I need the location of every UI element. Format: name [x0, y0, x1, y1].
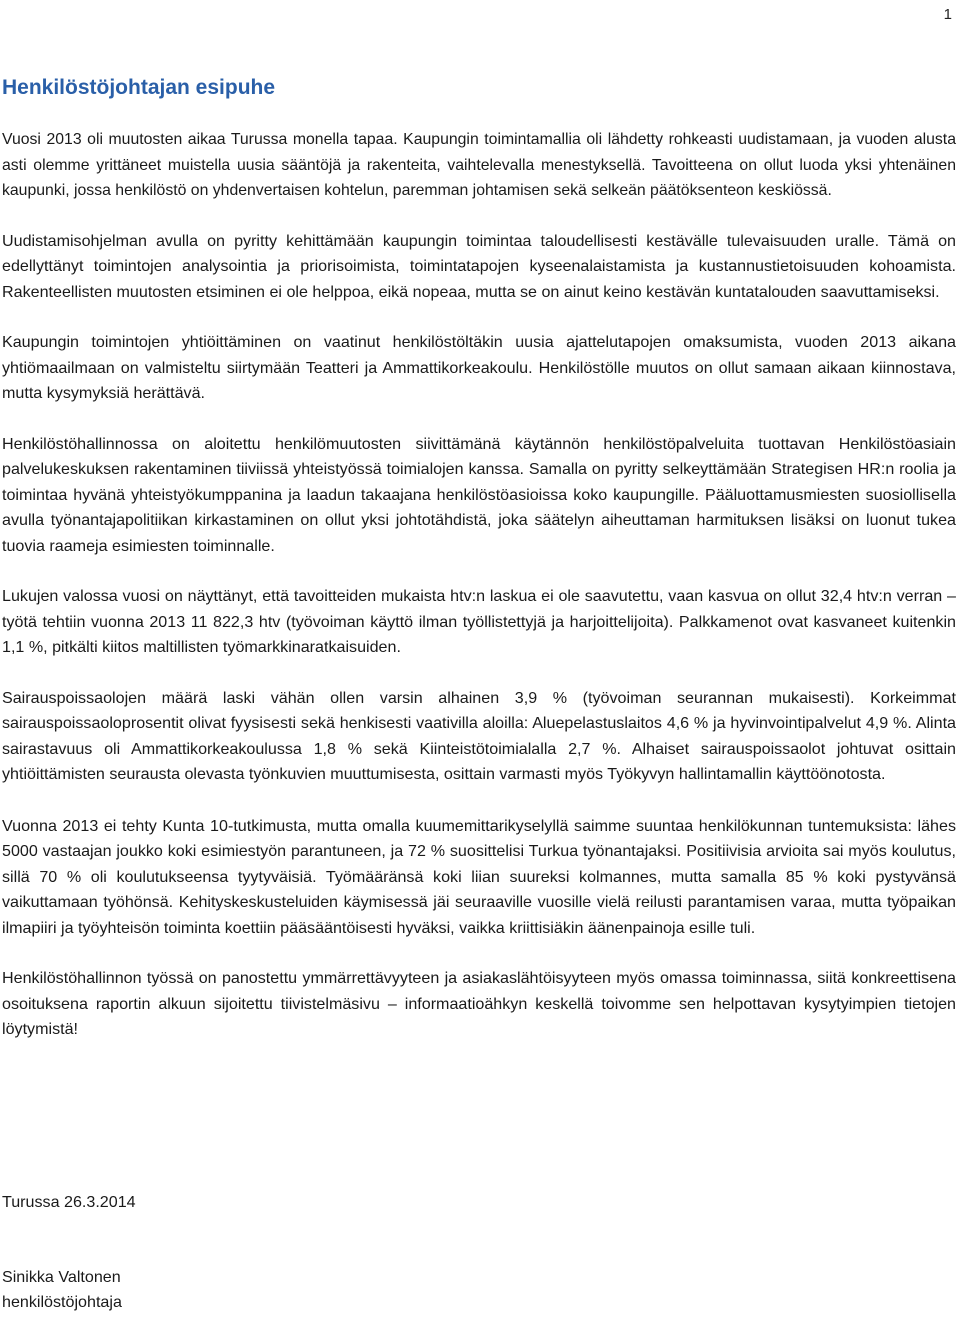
document-title: Henkilöstöjohtajan esipuhe [2, 76, 276, 99]
document-body [2, 127, 956, 1068]
paragraph-1: Vuosi 2013 oli muutosten aikaa Turussa monella tapaa. Kaupungin toimintamallia oli lähdetty rohkeasti uudistamaan, ja vuoden alusta asti olemme yrittäneet muistella uusia sääntöjä ja rakenteita, vaihtelevalla menestyksellä. Tavoitteena on ollut luoda yksi yhtenäinen kaupunki, jossa henkilöstö on yhdenvertaisen kohtelun, paremman johtamisen sekä selkeän päätöksenteon keskiössä. [2, 131, 956, 199]
place-date: Turussa 26.3.2014 [2, 1193, 136, 1211]
signer-name: Sinikka Valtonen [2, 1268, 121, 1286]
signer-title: henkilöstöjohtaja [2, 1293, 122, 1311]
page-number: 1 [943, 6, 952, 23]
paragraph-5: Lukujen valossa vuosi on näyttänyt, että tavoitteiden mukaista htv:n laskua ei ole saavutettu, vaan kasvua on ollut 32,4 htv:n verran – työtä tehtiin vuonna 2013 11 822,3 htv (työvoiman käyttö ilman työllistettyjä ja harjoittelijoita). Palkkamenot ovat kasvaneet kuitenkin 1,1 %, pitkälti kiitos maltillisten työmarkkinaratkaisuiden. [2, 587, 956, 656]
paragraph-8: Henkilöstöhallinnon työssä on panostettu ymmärrettävyyteen ja asiakaslähtöisyyteen myös omassa toiminnassa, siitä konkreettisena osoituksena raportin alkuun sijoitettu tiivistelmäsivu – informaatioähkyn keskellä toivomme sen helpottavan kysytyimpien tietojen löytymistä! [2, 969, 956, 1038]
paragraph-2: Uudistamisohjelman avulla on pyritty kehittämään kaupungin toimintaa taloudellisesti kestävälle tulevaisuuden uralle. Tämä on edellyttänyt toimintojen analysointia ja priorisoimista, toimintatapojen kyseenalaistamista ja kustannustietoisuuden kohoamista. Rakenteellisten muutosten etsiminen ei ole helppoa, eikä nopeaa, mutta se on ainut keino kestävän kuntatalouden saavuttamiseksi. [2, 231, 956, 301]
paragraph-4: Henkilöstöhallinnossa on aloitettu henkilömuutosten siivittämänä käytännön henkilöstöpalveluita tuottavan Henkilöstöasiain palvelukeskuksen rakentaminen tiiviissä yhteistyössä toimialojen kanssa. Samalla on pyritty selkeyttämään Strategisen HR:n roolia ja toimintaa hyvänä yhteistyökumppanina ja laadun takaajana henkilöstöasioissa koko kaupungille. Pääluottamusmiesten suosiollisella avulla työnantajapolitiikan kirkastaminen on ollut yksi johtotähdistä, joka säätelyn aiheuttaman harmituksen lisäksi on luonut tukea tuovia raameja esimiesten toiminnalle. [2, 434, 956, 555]
paragraph-6: Sairauspoissaolojen määrä laski vähän ollen varsin alhainen 3,9 % (työvoiman seurannan mukaisesti). Korkeimmat sairauspoissaoloprosentit olivat fyysisesti sekä henkisesti vaativilla aloilla: Aluepelastuslaitos 4,6 % ja hyvinvointipalvelut 4,9 %. Alinta sairastavuus oli Ammattikorkeakoulussa 1,8 % sekä Kiinteistötoimialalla 2,7 %. Alhaiset sairauspoissaolot johtuvat osittain yhtiöittämisten seurausta olevasta työnkuvien muuttumisesta, osittain varmasti myös Työkyvyn hallintamallin käyttöönotosta. [2, 688, 956, 783]
paragraph-3: Kaupungin toimintojen yhtiöittäminen on vaatinut henkilöstöltäkin uusia ajattelutapojen omaksumista, vuoden 2013 aikana yhtiömaailmaan on valmisteltu siirtymään Teatteri ja Ammattikorkeakoulu. Henkilöstölle muutos on ollut samaan aikaan kiinnostava, mutta kysymyksiä herättävä. [2, 333, 956, 402]
paragraph-7: Vuonna 2013 ei tehty Kunta 10-tutkimusta, mutta omalla kuumemittarikyselyllä saimme suuntaa henkilökunnan tuntemuksista: lähes 5000 vastaajan joukko koki esimiestyön parantuneen, ja 72 % suosittelisi Turkua työnantajaksi. Positiivisia arvioita sai myös koulutus, sillä 70 % oli koulutukseensa tyytyväisiä. Työmääränsä koki liian suureksi kolmannes, mutta samalla 85 % koki pystyvänsä vaikuttamaan työhönsä. Kehityskeskusteluiden käymisessä jäi seuraaville vuosille vielä reilusti parantamisen varaa, mutta työpaikan ilmapiiri ja työyhteisön toiminta koettiin pääsääntöisesti hyväksi, vaikka kriittisiäkin äänenpainoja esille tuli. [2, 816, 956, 937]
